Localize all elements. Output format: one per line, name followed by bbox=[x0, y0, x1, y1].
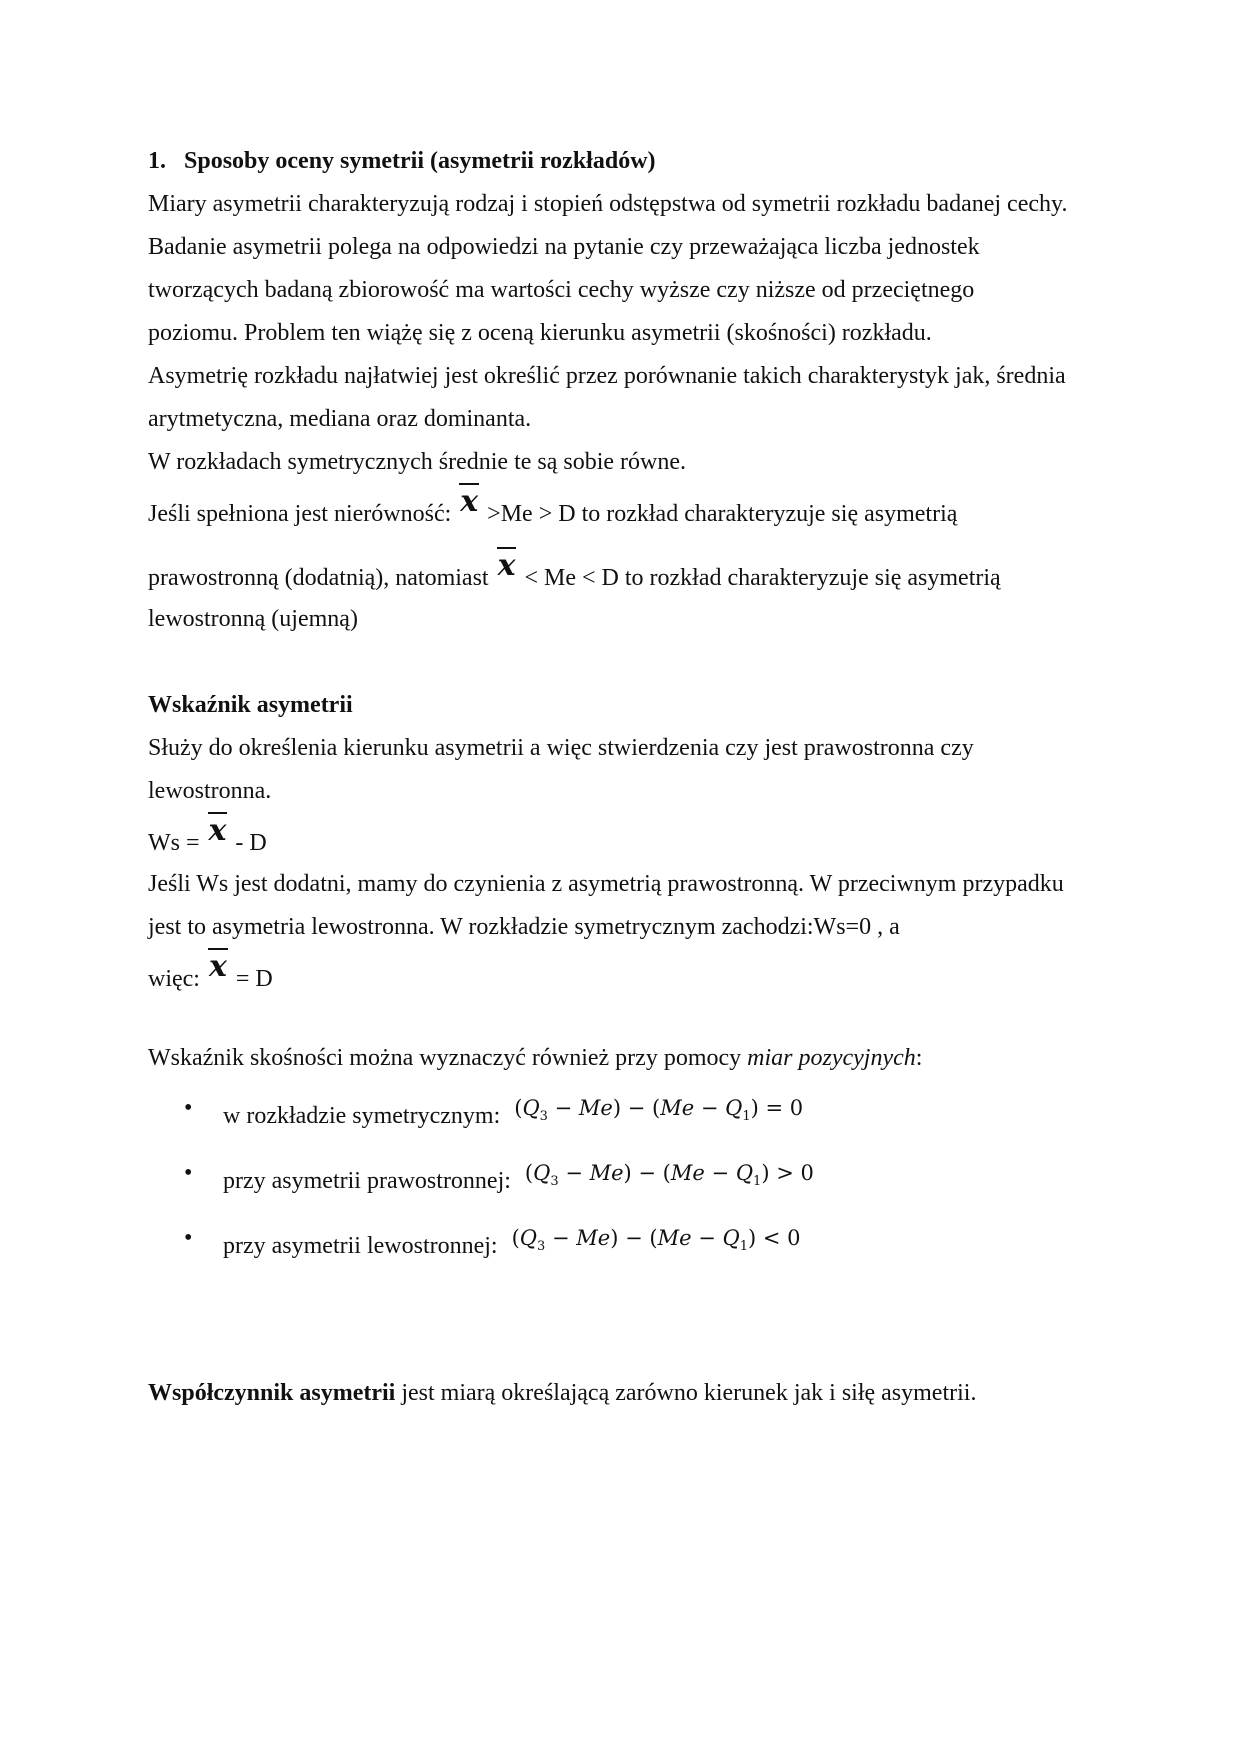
list-item: • przy asymetrii prawostronnej: $(Q_3 - Me) - (Me - Q_1) > 0$ bbox=[148, 1145, 1068, 1210]
document-page bbox=[148, 140, 1068, 1415]
paragraph: Asymetrię rozkładu najłatwiej jest określić przez porównanie takich charakterystyk jak, średnia arytmetyczna, mediana oraz dominanta. bbox=[148, 363, 1066, 432]
list-item: • przy asymetrii lewostronnej: $(Q_3 - Me) - (Me - Q_1) < 0$ bbox=[148, 1210, 1068, 1275]
heading-title: Sposoby oceny symetrii (asymetrii rozkładów) bbox=[184, 148, 656, 174]
inequality-left: prawostronną (dodatnią), natomiast x < Me < D to rozkład charakteryzuje się asymetrią bbox=[148, 548, 1001, 591]
ws-zero-formula: więc: x = D bbox=[148, 949, 273, 992]
quartile-formula: $(Q_3 - Me) - (Me - Q_1) > 0$ bbox=[524, 1161, 814, 1190]
paragraph: Współczynnik asymetrii jest miarą określającą zarówno kierunek jak i siłę asymetrii. bbox=[148, 1379, 977, 1406]
paragraph: lewostronną (ujemną) bbox=[148, 606, 358, 632]
paragraph: Wskaźnik skośności można wyznaczyć również przy pomocy miar pozycyjnych: bbox=[148, 1045, 923, 1071]
mean-symbol: x bbox=[457, 487, 481, 517]
paragraph: Miary asymetrii charakteryzują rodzaj i stopień odstępstwa od symetrii rozkładu badanej cechy. bbox=[148, 191, 1068, 217]
list-item: • w rozkładzie symetrycznym: $(Q_3 - Me) - (Me - Q_1) = 0$ bbox=[148, 1080, 1068, 1145]
skewness-list bbox=[148, 1080, 1068, 1276]
heading-number: 1. bbox=[148, 148, 166, 174]
section-heading bbox=[148, 140, 1068, 183]
ws-formula: Ws = x - D bbox=[148, 813, 267, 856]
mean-symbol: x bbox=[206, 952, 230, 982]
quartile-formula: $(Q_3 - Me) - (Me - Q_1) < 0$ bbox=[511, 1226, 801, 1255]
mean-symbol: x bbox=[495, 551, 519, 581]
paragraph: Służy do określenia kierunku asymetrii a więc stwierdzenia czy jest prawostronna czy lewostronna. bbox=[148, 735, 974, 804]
quartile-formula: $(Q_3 - Me) - (Me - Q_1) = 0$ bbox=[514, 1096, 804, 1125]
inequality-right: Jeśli spełniona jest nierówność: x >Me > D to rozkład charakteryzuje się asymetrią bbox=[148, 484, 958, 527]
paragraph: Jeśli Ws jest dodatni, mamy do czynienia z asymetrią prawostronną. W przeciwnym przypadku jest to asymetria lewostronna. W rozkładzie symetrycznym zachodzi:Ws=0 , a bbox=[148, 871, 1064, 940]
section-heading: Wskaźnik asymetrii bbox=[148, 692, 353, 718]
paragraph: W rozkładach symetrycznych średnie te są sobie równe. bbox=[148, 449, 687, 475]
mean-symbol: x bbox=[206, 816, 230, 846]
paragraph: Badanie asymetrii polega na odpowiedzi na pytanie czy przeważająca liczba jednostek tworzących badaną zbiorowość ma wartości cechy wyższe czy niższe od przeciętnego poziomu. Problem ten wiążę się z oceną kierunku asymetrii (skośności) rozkładu. bbox=[148, 234, 980, 346]
